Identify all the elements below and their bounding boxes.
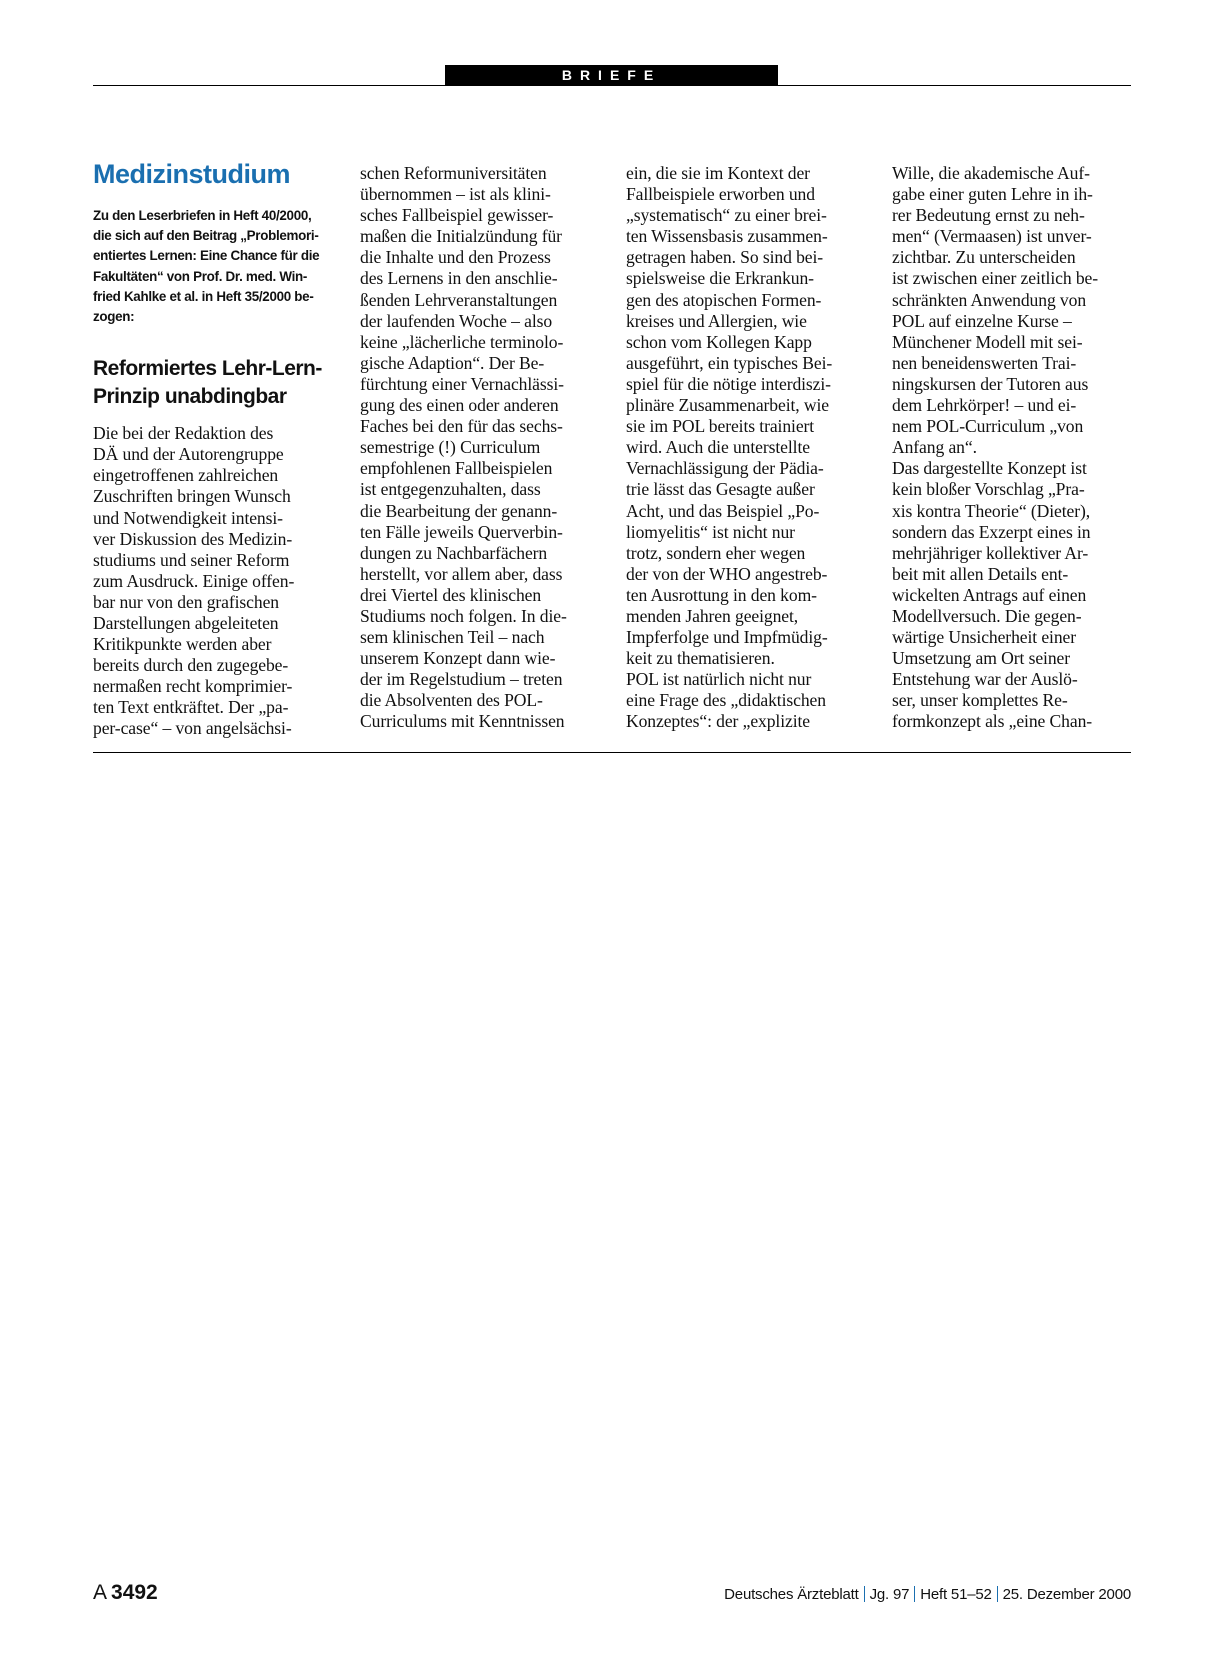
page-number-value: 3492: [111, 1581, 158, 1604]
text-line: Curriculums mit Kenntnissen: [360, 711, 565, 732]
text-line: Entstehung war der Auslö-: [892, 669, 1078, 690]
text-line: maßen die Initialzündung für: [360, 226, 562, 247]
text-line: ausgeführt, ein typisches Bei-: [626, 352, 833, 373]
text-line: gische Adaption“. Der Be-: [360, 352, 545, 373]
text-line: ser, unser komplettes Re-: [892, 690, 1068, 711]
text-line: POL ist natürlich nicht nur: [626, 669, 812, 690]
text-line: übernommen – ist als klini-: [360, 184, 551, 205]
text-line: Fallbeispiele erworben und: [626, 184, 815, 205]
text-line: per-case“ – von angelsächsi-: [93, 718, 292, 739]
text-line: Das dargestellte Konzept ist: [892, 458, 1087, 479]
text-line: ten Wissensbasis zusammen-: [626, 226, 828, 247]
text-line: wärtige Unsicherheit einer: [892, 627, 1077, 648]
column-4: [892, 163, 1132, 733]
text-line: herstellt, vor allem aber, dass: [360, 563, 563, 584]
issue: Heft 51–52: [920, 1586, 992, 1603]
text-line: ver Diskussion des Medizin-: [93, 528, 293, 549]
text-line: gen des atopischen Formen-: [626, 289, 822, 310]
text-line: schon vom Kollegen Kapp: [626, 331, 812, 352]
text-line: „systematisch“ zu einer brei-: [626, 205, 827, 226]
page-number: [93, 1581, 158, 1605]
text-line: sches Fallbeispiel gewisser-: [360, 205, 554, 226]
text-line: nem POL-Curriculum „von: [892, 416, 1084, 437]
text-line: gung des einen oder anderen: [360, 395, 559, 416]
text-line: ten Text entkräftet. Der „pa-: [93, 697, 289, 718]
headline-line: Reformiertes Lehr-Lern-: [93, 357, 322, 381]
text-line: plinäre Zusammenarbeit, wie: [626, 395, 829, 416]
text-line: Münchener Modell mit sei-: [892, 331, 1083, 352]
text-line: semestrige (!) Curriculum: [360, 437, 541, 458]
text-line: und Notwendigkeit intensi-: [93, 507, 283, 528]
text-line: rer Bedeutung ernst zu neh-: [892, 205, 1085, 226]
separator: [864, 1586, 865, 1602]
text-line: formkonzept als „eine Chan-: [892, 711, 1093, 732]
text-line: Studiums noch folgen. In die-: [360, 605, 567, 626]
text-line: spiel für die nötige interdiszi-: [626, 373, 831, 394]
text-line: kreises und Allergien, wie: [626, 310, 807, 331]
column-3: [626, 163, 866, 733]
page-prefix: A: [93, 1581, 108, 1604]
intro-line: die sich auf den Beitrag „Problemori-: [93, 228, 319, 244]
text-line: gabe einer guten Lehre in ih-: [892, 184, 1093, 205]
intro-note: [93, 206, 333, 327]
text-line: der laufenden Woche – also: [360, 310, 553, 331]
text-line: unserem Konzept dann wie-: [360, 648, 556, 669]
text-line: zum Ausdruck. Einige offen-: [93, 570, 295, 591]
intro-line: fried Kahlke et al. in Heft 35/2000 be-: [93, 288, 314, 304]
separator: [997, 1586, 998, 1602]
text-line: ein, die sie im Kontext der: [626, 163, 810, 183]
text-line: beit mit allen Details ent-: [892, 563, 1069, 584]
article-end-rule: [93, 752, 1131, 753]
section-label: BRIEFE: [445, 65, 778, 86]
text-line: men“ (Vermaasen) ist unver-: [892, 226, 1092, 247]
journal-citation: [724, 1586, 1131, 1603]
text-line: bar nur von den grafischen: [93, 591, 279, 612]
text-line: xis kontra Theorie“ (Dieter),: [892, 500, 1091, 521]
text-line: eingetroffenen zahlreichen: [93, 465, 279, 486]
text-line: keit zu thematisieren.: [626, 648, 775, 669]
text-line: die Inhalte und den Prozess: [360, 247, 551, 268]
text-line: ist entgegenzuhalten, dass: [360, 479, 541, 500]
text-line: trie lässt das Gesagte außer: [626, 479, 815, 500]
text-line: trotz, sondern eher wegen: [626, 542, 806, 563]
text-line: empfohlenen Fallbeispielen: [360, 458, 553, 479]
intro-line: Fakultäten“ von Prof. Dr. med. Win-: [93, 268, 308, 284]
text-line: Zuschriften bringen Wunsch: [93, 486, 291, 507]
text-line: Darstellungen abgeleiteten: [93, 612, 279, 633]
volume: Jg. 97: [869, 1586, 910, 1603]
text-line: Wille, die akademische Auf-: [892, 163, 1090, 183]
intro-line: zogen:: [93, 308, 135, 324]
text-line: der im Regelstudium – treten: [360, 669, 563, 690]
text-line: getragen haben. So sind bei-: [626, 247, 824, 268]
text-line: die Bearbeitung der genann-: [360, 500, 558, 521]
intro-line: Zu den Leserbriefen in Heft 40/2000,: [93, 208, 312, 223]
text-line: Kritikpunkte werden aber: [93, 634, 272, 655]
text-line: ten Fälle jeweils Querverbin-: [360, 521, 563, 542]
issue-date: 25. Dezember 2000: [1002, 1586, 1131, 1603]
column-1-text: [93, 423, 333, 739]
text-line: sondern das Exzerpt eines in: [892, 521, 1091, 542]
text-line: Vernachlässigung der Pädia-: [626, 458, 824, 479]
text-line: des Lernens in den anschlie-: [360, 268, 558, 289]
text-line: der von der WHO angestreb-: [626, 563, 828, 584]
text-line: eine Frage des „didaktischen: [626, 690, 826, 711]
text-line: fürchtung einer Vernachlässi-: [360, 373, 564, 394]
headline-line: Prinzip unabdingbar: [93, 384, 287, 408]
text-line: ten Ausrottung in den kom-: [626, 584, 817, 605]
text-line: ningskursen der Tutoren aus: [892, 373, 1089, 394]
text-line: ßenden Lehrveranstaltungen: [360, 289, 558, 310]
text-line: Die bei der Redaktion des: [93, 423, 274, 444]
text-line: studiums und seiner Reform: [93, 549, 290, 570]
text-line: schen Reformuniversitäten: [360, 163, 547, 183]
text-line: nermaßen recht komprimier-: [93, 676, 293, 697]
text-line: nen beneidenswerten Trai-: [892, 352, 1077, 373]
article-title: Medizinstudium: [93, 159, 290, 189]
text-line: zichtbar. Zu unterscheiden: [892, 247, 1076, 268]
text-line: Konzeptes“: der „explizite: [626, 711, 810, 732]
text-line: sem klinischen Teil – nach: [360, 627, 545, 648]
text-line: Acht, und das Beispiel „Po-: [626, 500, 820, 521]
journal-name: Deutsches Ärzteblatt: [724, 1586, 859, 1603]
text-line: bereits durch den zugegebe-: [93, 655, 289, 676]
text-line: ist zwischen einer zeitlich be-: [892, 268, 1098, 289]
text-line: DÄ und der Autorengruppe: [93, 444, 284, 465]
text-line: dungen zu Nachbarfächern: [360, 542, 548, 563]
column-1: [93, 159, 333, 740]
text-line: wickelten Antrags auf einen: [892, 584, 1087, 605]
text-line: Modellversuch. Die gegen-: [892, 605, 1082, 626]
text-line: kein bloßer Vorschlag „Pra-: [892, 479, 1085, 500]
text-line: liomyelitis“ ist nicht nur: [626, 521, 795, 542]
text-line: keine „lächerliche terminolo-: [360, 331, 564, 352]
text-line: Faches bei den für das sechs-: [360, 416, 563, 437]
text-line: die Absolventen des POL-: [360, 690, 543, 711]
text-line: sie im POL bereits trainiert: [626, 416, 815, 437]
text-line: dem Lehrkörper! – und ei-: [892, 395, 1077, 416]
text-line: mehrjähriger kollektiver Ar-: [892, 542, 1089, 563]
text-line: Umsetzung am Ort seiner: [892, 648, 1070, 669]
separator: [914, 1586, 915, 1602]
text-line: drei Viertel des klinischen: [360, 584, 542, 605]
text-line: menden Jahren geeignet,: [626, 605, 799, 626]
text-line: Anfang an“.: [892, 437, 977, 458]
text-line: POL auf einzelne Kurse –: [892, 310, 1072, 331]
column-2: [360, 163, 600, 733]
text-line: Impferfolge und Impfmüdig-: [626, 627, 828, 648]
intro-line: entiertes Lernen: Eine Chance für die: [93, 248, 320, 264]
letter-headline: [93, 355, 333, 410]
text-line: spielsweise die Erkrankun-: [626, 268, 814, 289]
text-line: schränkten Anwendung von: [892, 289, 1087, 310]
text-line: wird. Auch die unterstellte: [626, 437, 810, 458]
